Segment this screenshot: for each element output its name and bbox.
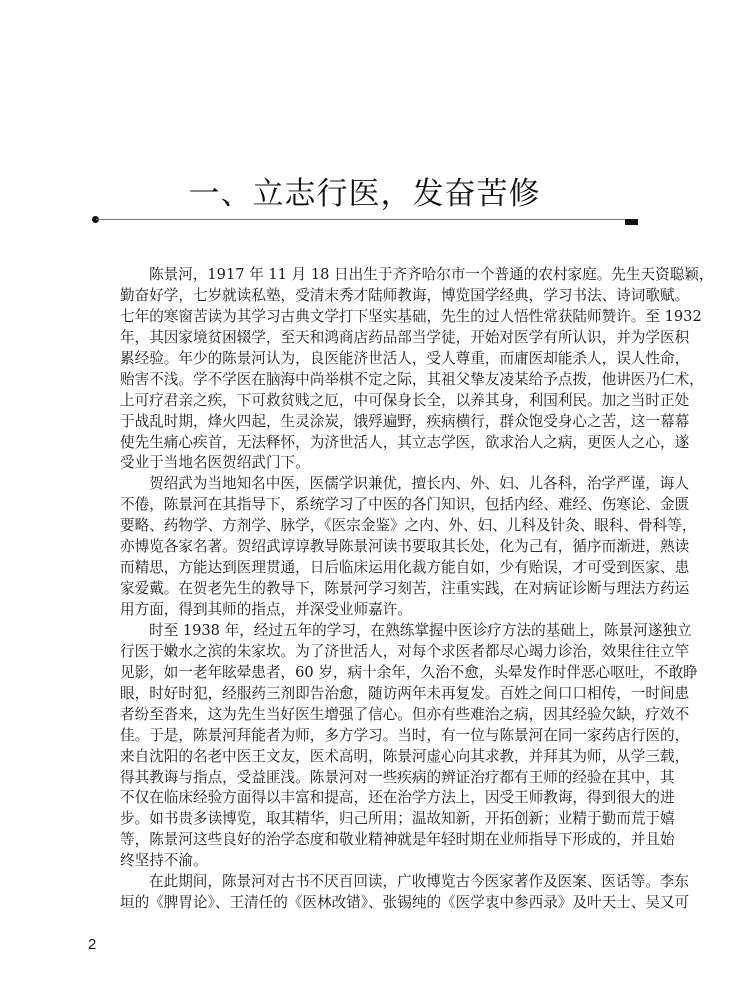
text-line: 亦博览各家名著。贺绍武谆谆教导陈景河读书要取其长处，化为己有，循序而渐进，熟读 xyxy=(120,538,690,556)
text-line: 不仅在临床经验方面得以丰富和提高，还在治学方法上，因受王师教诲，得到很大的进 xyxy=(120,789,675,807)
page-number: 2 xyxy=(88,936,97,953)
text-line: 终坚持不渝。 xyxy=(120,852,208,870)
text-line: 而精思，方能达到医理贯通，日后临床运用化裁方能自如，少有贻误，才可受到医家、患 xyxy=(120,559,690,577)
chapter-title: 一、立志行医，发奋苦修 xyxy=(188,176,541,212)
text-line: 要略、药物学、方剂学、脉学，《医宗金鉴》之内、外、妇、儿科及针灸、眼科、骨科等， xyxy=(120,517,697,535)
text-line: 受业于当地名医贺绍武门下。 xyxy=(120,454,310,472)
text-line: 家爱戴。在贺老先生的教导下，陈景河学习刻苦，注重实践，在对病证诊断与理法方药运 xyxy=(120,580,690,598)
text-line: 得其教诲与指点，受益匪浅。陈景河对一些疾病的辨证治疗都有王师的经验在其中，其 xyxy=(120,768,675,786)
text-line: 垣的《脾胃论》、王清任的《医林改错》、张锡纯的《医学衷中参西录》及叶天士、吴又可 xyxy=(120,894,690,912)
paragraph xyxy=(120,474,697,621)
paragraph xyxy=(120,265,714,474)
text-line: 于战乱时期，烽火四起，生灵涂炭，饿殍遍野，疾病横行，群众饱受身心之苦，这一幕幕 xyxy=(120,412,690,430)
text-line: 等，陈景河这些良好的治学态度和敬业精神就是年轻时期在业师指导下形成的，并且始 xyxy=(120,831,675,849)
rule-square-ornament xyxy=(625,219,638,225)
text-line: 贺绍武为当地知名中医，医儒学识兼优，擅长内、外、妇、儿各科，治学严谨，诲人 xyxy=(149,475,689,493)
text-line: 不倦，陈景河在其指导下，系统学习了中医的各门知识，包括内经、难经、伤寒论、金匮 xyxy=(120,496,690,514)
text-line: 上可疗君亲之疾，下可救贫贱之厄，中可保身长全，以养其身，利国利民。加之当时正处 xyxy=(120,391,690,409)
text-line: 七年的寒窗苦读为其学习古典文学打下坚实基础，先生的过人悟性常获陆师赞许。至 1932 xyxy=(120,307,702,325)
title-divider xyxy=(96,219,636,220)
text-line: 行医于嫩水之滨的朱家坎。为了济世活人，对每个求医者都尽心竭力诊治，效果往往立竿 xyxy=(120,642,690,660)
text-line: 勤奋好学，七岁就读私塾，受清末秀才陆师教诲，博览国学经典，学习书法、诗词歌赋。 xyxy=(120,286,690,304)
text-line: 步。如书贵多读博览，取其精华，归己所用；温故知新，开拓创新；业精于勤而荒于嬉 xyxy=(120,810,675,828)
text-line: 使先生痛心疾首，无法释怀，为济世活人，其立志学医，欲求治人之病，更医人之心，遂 xyxy=(120,433,690,451)
text-line: 来自沈阳的名老中医王文友，医术高明，陈景河虚心向其求教，并拜其为师，从学三载， xyxy=(120,747,690,765)
text-line: 累经验。年少的陈景河认为，良医能济世活人，受人尊重，而庸医却能杀人，误人性命， xyxy=(120,349,690,367)
paragraph xyxy=(120,621,698,872)
text-line: 者纷至沓来，这为先生当好医生增强了信心。但亦有些难治之病，因其经验欠缺，疗效不 xyxy=(120,705,690,723)
text-line: 时至 1938 年，经过五年的学习，在熟练掌握中医诊疗方法的基础上，陈景河遂独立 xyxy=(149,621,692,639)
text-line: 见影，如一老年眩晕患者，60 岁，病十余年，久治不愈，头晕发作时伴恶心呕吐，不敢睁 xyxy=(120,663,698,681)
text-line: 佳。于是，陈景河拜能者为师，多方学习。当时，有一位与陈景河在同一家药店行医的， xyxy=(120,726,690,744)
body-text xyxy=(120,265,714,914)
text-line: 在此期间，陈景河对古书不厌百回读，广收博览古今医家著作及医案、医话等。李东 xyxy=(149,873,689,891)
text-line: 眼，时好时犯，经服药三剂即告治愈，随访两年未再复发。百姓之间口口相传，一时间患 xyxy=(120,684,690,702)
text-line: 贻害不浅。学不学医在脑海中尚举棋不定之际，其祖父挚友凌某给予点拨，他讲医乃仁术， xyxy=(120,370,704,388)
paragraph xyxy=(120,872,690,914)
text-line: 陈景河，1917 年 11 月 18 日出生于齐齐哈尔市一个普通的农村家庭。先生天资聪颖， xyxy=(149,266,714,283)
text-line: 年，其因家境贫困辍学，至天和鸿商店药品部当学徒，开始对医学有所认识，并为学医积 xyxy=(120,328,690,346)
text-line: 用方面，得到其师的指点，并深受业师嘉许。 xyxy=(120,601,412,618)
